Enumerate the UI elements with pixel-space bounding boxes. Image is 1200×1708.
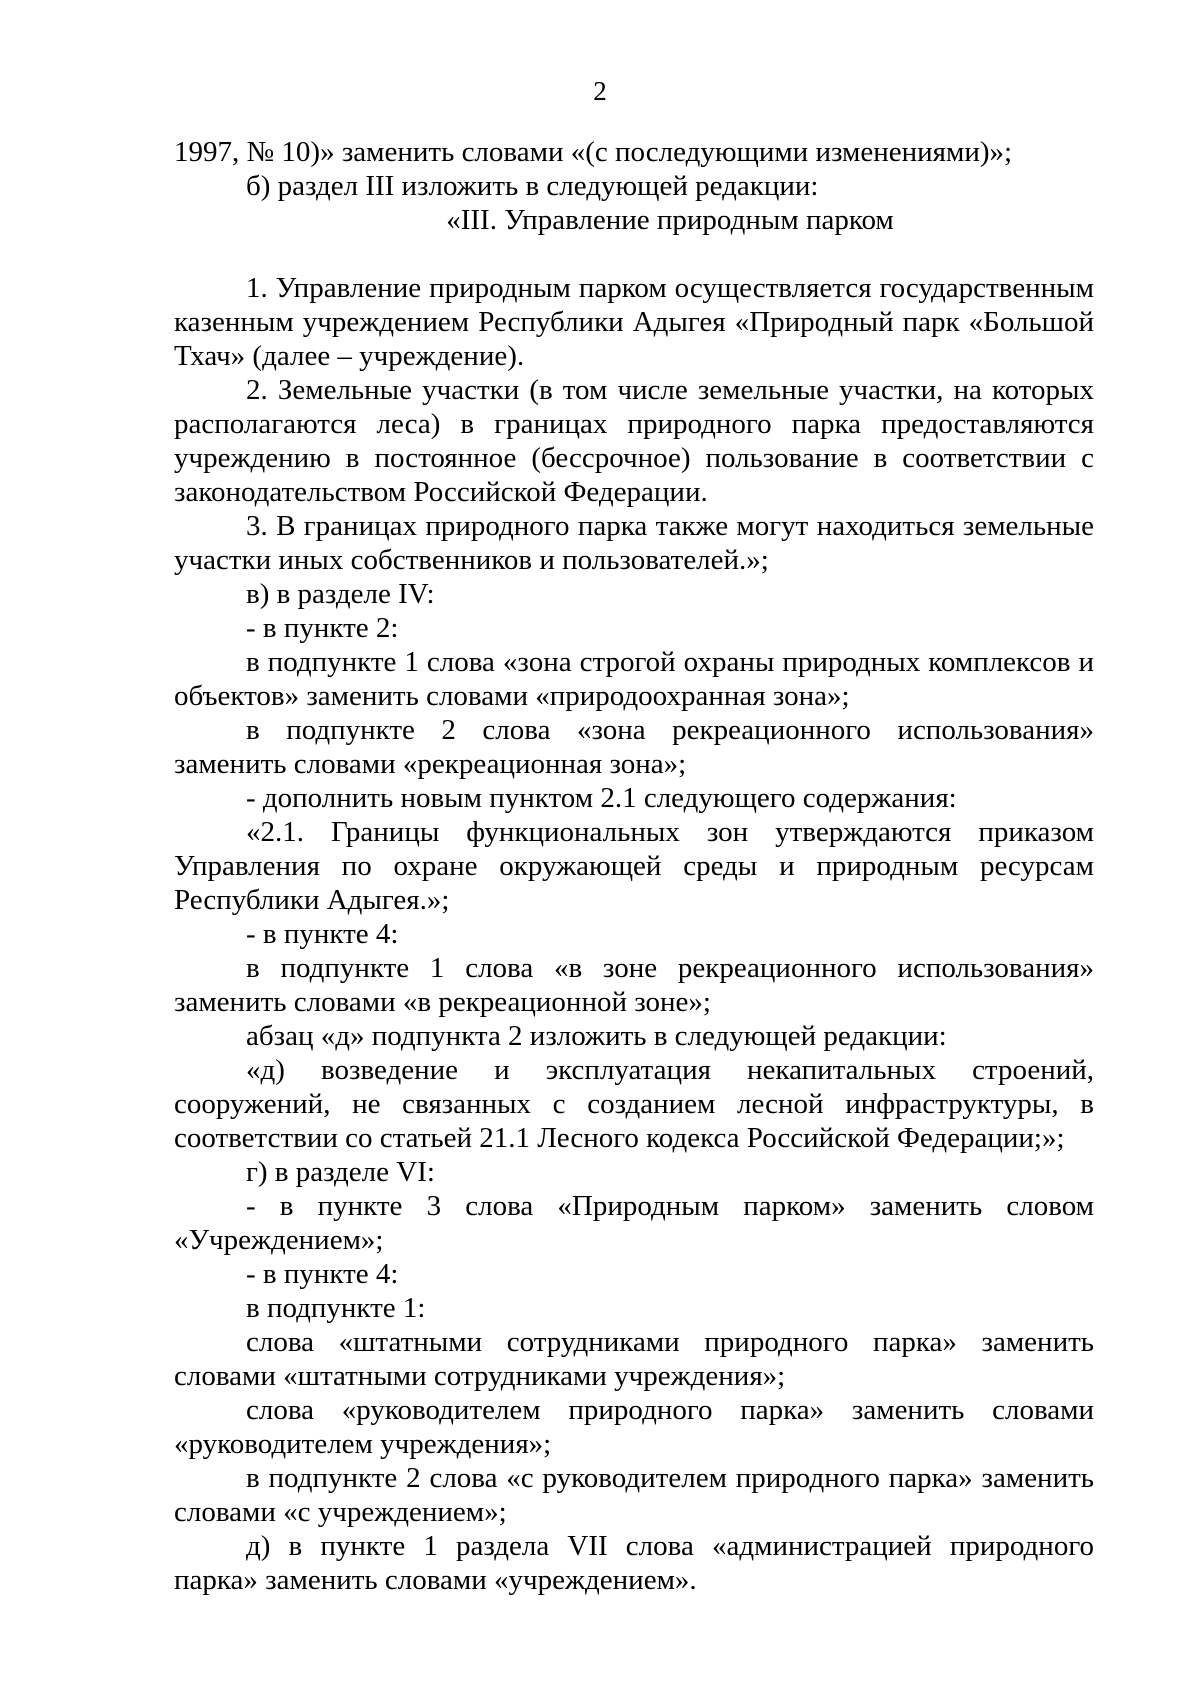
paragraph: в подпункте 1: [246, 1292, 426, 1324]
paragraph: в) в разделе IV: [246, 578, 435, 610]
paragraph: абзац «д» подпункта 2 изложить в следующей редакции: [246, 1020, 947, 1052]
paragraph: г) в разделе VI: [246, 1156, 435, 1188]
page-number: 2 [593, 76, 607, 106]
paragraph: 3. В границах природного парка также могут находиться земельные участки иных собственников и пользователей.»; [174, 510, 1094, 576]
blank-line [174, 237, 1094, 271]
section-heading: «III. Управление природным парком [446, 204, 894, 236]
paragraph: «2.1. Границы функциональных зон утверждаются приказом Управления по охране окружающей среды и природным ресурсам Республики Адыгея.»; [174, 816, 1094, 916]
paragraph: - в пункте 4: [246, 918, 399, 950]
paragraph: - в пункте 4: [246, 1258, 399, 1290]
paragraph: б) раздел III изложить в следующей редакции: [246, 170, 819, 202]
paragraph: слова «штатными сотрудниками природного парка» заменить словами «штатными сотрудниками учреждения»; [174, 1326, 1094, 1392]
paragraph: 1997, № 10)» заменить словами «(с последующими изменениями)»; [174, 136, 1013, 168]
paragraph: слова «руководителем природного парка» заменить словами «руководителем учреждения»; [174, 1394, 1094, 1460]
paragraph: 1. Управление природным парком осуществляется государственным казенным учреждением Республики Адыгея «Природный парк «Большой Тхач» (далее – учреждение). [174, 272, 1094, 372]
paragraph: в подпункте 2 слова «с руководителем природного парка» заменить словами «с учреждением»; [174, 1462, 1094, 1528]
paragraph: - дополнить новым пунктом 2.1 следующего содержания: [246, 782, 957, 814]
paragraph: 2. Земельные участки (в том числе земельные участки, на которых располагаются леса) в границах природного парка предоставляются учреждению в постоянное (бессрочное) пользование в соответствии с законодательством Российской Федерации. [174, 374, 1094, 508]
paragraph: «д) возведение и эксплуатация некапитальных строений, сооружений, не связанных с созданием лесной инфраструктуры, в соответствии со статьей 21.1 Лесного кодекса Российской Федерации;»; [174, 1054, 1094, 1154]
document-body [174, 135, 1094, 1597]
paragraph: в подпункте 1 слова «зона строгой охраны природных комплексов и объектов» заменить словами «природоохранная зона»; [174, 646, 1094, 712]
paragraph: - в пункте 2: [246, 612, 399, 644]
paragraph: в подпункте 2 слова «зона рекреационного использования» заменить словами «рекреационная зона»; [174, 714, 1094, 780]
paragraph: - в пункте 3 слова «Природным парком» заменить словом «Учреждением»; [174, 1190, 1094, 1256]
paragraph: д) в пункте 1 раздела VII слова «администрацией природного парка» заменить словами «учреждением». [174, 1530, 1094, 1596]
paragraph: в подпункте 1 слова «в зоне рекреационного использования» заменить словами «в рекреационной зоне»; [174, 952, 1094, 1018]
